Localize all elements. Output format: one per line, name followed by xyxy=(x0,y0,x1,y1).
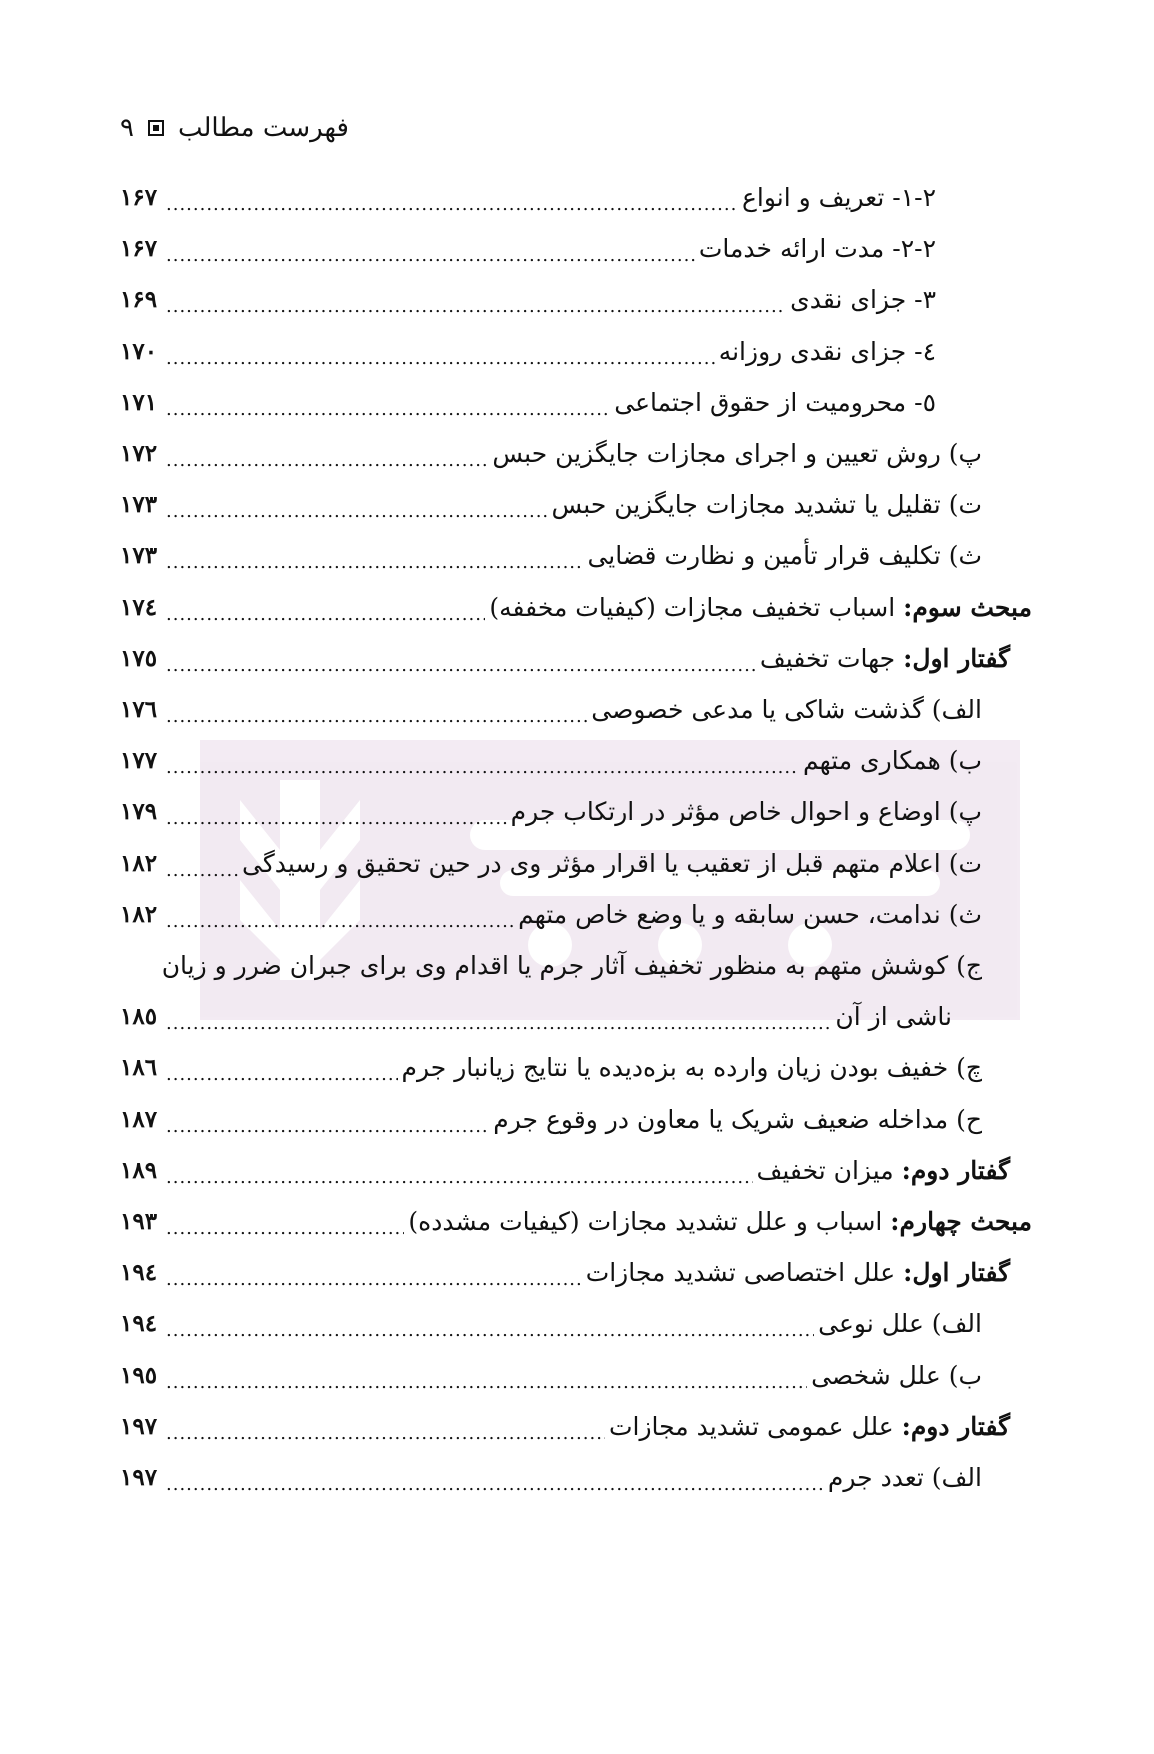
toc-entry-text: ب) همکاری متهم xyxy=(803,746,982,776)
toc-entry xyxy=(120,639,1032,679)
toc-entry-text: ت) تقلیل یا تشدید مجازات جایگزین حبس xyxy=(551,490,982,520)
toc-entry-page: ۱۸۷ xyxy=(120,1105,158,1133)
toc-entry-text: پ) اوضاع و احوال خاص مؤثر در ارتکاب جرم xyxy=(510,797,982,827)
toc-entry-page: ۱۷۳ xyxy=(120,491,158,519)
toc-entry xyxy=(120,1356,1032,1396)
toc-entry-text: ٥- محرومیت از حقوق اجتماعی xyxy=(614,387,936,417)
dot-leader xyxy=(166,1100,489,1140)
toc-entry xyxy=(120,178,1032,218)
dot-leader xyxy=(166,997,831,1037)
toc-entry-title xyxy=(402,1048,982,1088)
toc-entry-title xyxy=(757,1151,1011,1191)
toc-entry-text: ج) کوشش متهم به منظور تخفیف آثار جرم یا اقدام وی برای جبران ضرر و زیان xyxy=(161,951,982,980)
toc-entry-title xyxy=(493,1100,982,1140)
dot-leader xyxy=(166,1151,753,1191)
toc-entry xyxy=(120,229,1032,269)
toc-entry-title xyxy=(811,1356,982,1396)
dot-leader xyxy=(166,690,587,730)
toc-entry-title xyxy=(518,895,982,935)
dot-leader xyxy=(166,1048,398,1088)
toc-entry xyxy=(120,434,1032,474)
toc-entry xyxy=(120,536,1032,576)
toc-entry-title xyxy=(699,229,936,269)
dot-leader xyxy=(166,1407,605,1447)
toc-entry xyxy=(120,332,1032,372)
toc-entry xyxy=(120,1304,1032,1344)
toc-entry-page: ۱۹۳ xyxy=(120,1208,158,1235)
toc-entry-text: ناشی از آن xyxy=(835,1002,952,1032)
toc-entry-title xyxy=(242,844,982,884)
toc-entry-page: ۱۶۹ xyxy=(120,286,158,314)
page-number: ۹ xyxy=(120,113,134,143)
toc-entry-text: ب) علل شخصی xyxy=(811,1360,982,1390)
toc-entry xyxy=(120,1048,1032,1088)
dot-leader xyxy=(166,332,715,372)
page-title: فهرست مطالب xyxy=(177,113,349,143)
dot-leader xyxy=(166,434,488,474)
dot-leader xyxy=(166,280,786,320)
toc-entry-page: ۱۷٥ xyxy=(120,644,158,672)
dot-leader xyxy=(166,383,610,423)
toc-entry xyxy=(120,844,1032,884)
toc-entry-page: ۱۹٤ xyxy=(120,1310,158,1338)
toc-entry-page: ۱۸۲ xyxy=(120,849,158,877)
toc-entry xyxy=(120,1407,1032,1447)
toc-entry-page: ۱۷۹ xyxy=(120,798,158,826)
toc-entry-page: ۱۷۱ xyxy=(120,388,158,416)
dot-leader xyxy=(166,1202,404,1242)
toc-entry-text: میزان تخفیف xyxy=(756,1155,902,1185)
toc-entry-text: ت) اعلام متهم قبل از تعقیب یا اقرار مؤثر وی در حین تحقیق و رسیدگی xyxy=(242,848,982,878)
toc-entry-text: چ) خفیف بودن زیان وارده به بزه‌دیده یا نتایج زیانبار جرم xyxy=(401,1053,982,1083)
dot-leader xyxy=(166,588,485,628)
toc-entry-text: ث) تکلیف قرار تأمین و نظارت قضایی xyxy=(587,541,982,571)
toc-entry-page: ۱۹۷ xyxy=(120,1412,158,1440)
toc-entry-title xyxy=(162,946,982,986)
toc-entry-text: ح) مداخله ضعیف شریک یا معاون در وقوع جرم xyxy=(493,1104,982,1134)
dot-leader xyxy=(166,1304,814,1344)
toc-entry xyxy=(120,1202,1032,1242)
toc-entry-text: ۱-۲- تعریف و انواع xyxy=(741,183,936,212)
toc-entry-title xyxy=(790,280,936,320)
toc-entry-page: ۱۸٦ xyxy=(120,1054,158,1082)
toc-entry-heading: مبحث چهارم: xyxy=(890,1207,1032,1236)
toc-entry xyxy=(120,1253,1032,1293)
toc-entry-text: ۳- جزای نقدی xyxy=(790,285,936,315)
header-square-icon xyxy=(148,120,164,136)
toc-entry-title xyxy=(609,1407,1010,1447)
toc-entry xyxy=(120,690,1032,730)
toc-entry-page: ۱۹۷ xyxy=(120,1464,158,1491)
toc-entry-title xyxy=(492,434,982,474)
toc-entry-title xyxy=(587,536,982,576)
toc-entry-title xyxy=(742,178,936,218)
toc-entry-text: ث) ندامت، حسن سابقه و یا وضع خاص متهم xyxy=(518,899,982,929)
toc-entry xyxy=(120,997,1032,1037)
toc-entry-page: ۱۷٤ xyxy=(120,593,158,621)
dot-leader xyxy=(166,792,507,832)
dot-leader xyxy=(166,639,756,679)
toc-entry-page: ۱۸٥ xyxy=(120,1003,158,1031)
toc-entry xyxy=(120,280,1032,320)
toc-entry xyxy=(120,485,1032,525)
toc-entry xyxy=(120,383,1032,423)
toc-entry-heading: گفتار اول: xyxy=(903,1258,1010,1288)
toc-entry xyxy=(120,588,1032,628)
toc-entry-title xyxy=(828,1458,982,1498)
toc-entry-page: ۱۷۲ xyxy=(120,440,158,467)
toc-entry-title xyxy=(511,792,982,832)
toc-entry-text: ٤- جزای نقدی روزانه xyxy=(718,336,936,366)
toc-entry-title xyxy=(586,1253,1010,1293)
toc-entry-page: ۱۶۷ xyxy=(120,235,158,263)
toc-entry xyxy=(120,1151,1032,1191)
toc-entry-title xyxy=(614,383,936,423)
dot-leader xyxy=(166,1458,824,1498)
toc-entry-title xyxy=(760,639,1010,679)
toc-entry-text: جهات تخفیف xyxy=(759,643,904,673)
toc-entry-text: اسباب و علل تشدید مجازات (کیفیات مشدده) xyxy=(408,1207,891,1236)
dot-leader xyxy=(166,485,547,525)
toc-entry-title xyxy=(818,1304,982,1344)
toc-entry-page: ۱۹٤ xyxy=(120,1259,158,1287)
toc-entry-heading: گفتار دوم: xyxy=(901,1155,1010,1185)
toc-entry-title xyxy=(591,690,982,730)
dot-leader xyxy=(166,178,738,218)
toc-entry-heading: گفتار دوم: xyxy=(901,1411,1010,1441)
toc-entry-page: ۱۹٥ xyxy=(120,1361,158,1389)
toc-entry-page: ۱۷۳ xyxy=(120,542,158,570)
dot-leader xyxy=(166,741,799,781)
toc-entry xyxy=(120,741,1032,781)
toc-entry-text: الف) تعدد جرم xyxy=(827,1463,982,1492)
toc-entry-title xyxy=(408,1202,1032,1242)
toc-entry xyxy=(120,1100,1032,1140)
toc-entry-text: اسباب تخفیف مجازات (کیفیات مخففه) xyxy=(489,592,904,622)
toc-entry-text: علل اختصاصی تشدید مجازات xyxy=(585,1258,904,1288)
dot-leader xyxy=(166,895,514,935)
toc-entry-page: ۱۸۹ xyxy=(120,1156,158,1184)
toc-entry-title xyxy=(803,741,982,781)
toc-entry-text: الف) علل نوعی xyxy=(818,1309,982,1339)
toc-entry-title xyxy=(489,588,1032,628)
toc-entry-text: پ) روش تعیین و اجرای مجازات جایگزین حبس xyxy=(492,439,982,468)
toc-entry-text: ۲-۲- مدت ارائه خدمات xyxy=(698,234,936,264)
toc-entry-title xyxy=(835,997,952,1037)
dot-leader xyxy=(166,844,238,884)
dot-leader xyxy=(166,1356,807,1396)
toc-entry-page: ۱۸۲ xyxy=(120,900,158,928)
toc-entry-page: ۱۷۰ xyxy=(120,337,158,365)
toc-entry-page: ۱۶۷ xyxy=(120,184,158,211)
toc-entry xyxy=(120,946,1032,986)
dot-leader xyxy=(166,536,583,576)
dot-leader xyxy=(166,1253,582,1293)
toc-entry-text: علل عمومی تشدید مجازات xyxy=(609,1411,902,1441)
toc-entry-text: الف) گذشت شاکی یا مدعی خصوصی xyxy=(591,695,982,724)
toc-entry-page: ۱۷٦ xyxy=(120,696,158,723)
toc-entry xyxy=(120,792,1032,832)
toc-entry-heading: گفتار اول: xyxy=(903,643,1010,673)
page-header xyxy=(120,113,349,143)
dot-leader xyxy=(166,229,695,269)
toc-entry-title xyxy=(551,485,982,525)
toc-entry xyxy=(120,1458,1032,1498)
toc-entry-title xyxy=(719,332,936,372)
toc-entry-heading: مبحث سوم: xyxy=(903,592,1032,622)
toc-entry-page: ۱۷۷ xyxy=(120,747,158,775)
toc-entry xyxy=(120,895,1032,935)
